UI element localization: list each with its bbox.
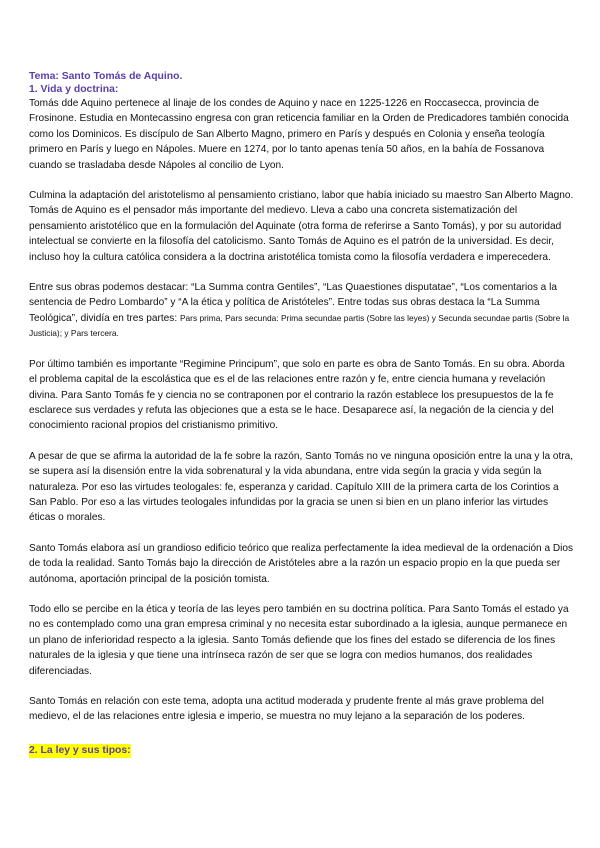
paragraph-faith-reason: Por último también es importante “Regimine Principum”, que solo en parte es obra de Santo Tomás. En su obra. Aborda el problema capital de la escolástica que es el de las relaciones entre razón y fe, entre ciencia humana y revelación divina. Para Santo Tomás fe y ciencia no se contraponen por el contrario la razón establece los presupuestos de la fe esclarece sus verdades y refuta las objeciones que a esta se le hace. Desaparece así, la negación de la ciencia y del conocimiento racional propios del cristianismo primitivo. [29,358,565,432]
section-2-title: 2. La ley y sus tipos: [29,744,131,756]
paragraph-biography: Tomás dde Aquino pertenece al linaje de los condes de Aquino y nace en 1225-1226 en Roccasecca, provincia de Frosinone. Estudia en Montecassino engresa con gran reticencia familiar en la Orden de Predicadores también conocida como los Dominicos. Es discípulo de San Alberto Magno, primero en París y después en Colonia y enseña teología primero en París y luego en Nápoles. Muere en 1274, por lo tanto apenas tenía 50 años, en la bahía de Fossanova cuando se trasladaba desde Nápoles al concilio de Lyon. [29,98,569,171]
paragraph-virtues: A pesar de que se afirma la autoridad de la fe sobre la razón, Santo Tomás no ve ninguna oposición entre la una y la otra, se supera así la disensión entre la vida sobrenatural y la vida abundana, entre vida según la gracia y vida según la naturaleza. Por eso las virtudes teologales: fe, esperanza y caridad. Capítulo XIII de la primera carta de los Corintios a San Pablo. Por eso a las virtudes teologales infundidas por la gracia se unen si bien en un plano inferior las virtudes éticas o morales. [29,450,574,524]
paragraph-church-empire: Santo Tomás en relación con este tema, adopta una actitud moderada y prudente frente al más grave problema del medievo, el de las relaciones entre iglesia e imperio, se muestra no muy lejano a la separación de los poderes. [29,696,544,723]
paragraph-works [29,280,574,342]
works-main-text: Entre sus obras podemos destacar: “La Summa contra Gentiles”, “Las Quaestiones disputatae”, “Los comentarios a la sentencia de Pedro Lombardo” y “A la ética y política de Aristóteles”. Entre todas sus obras destaca la “La Summa Teológica”, dividía en tres partes: [29,282,557,324]
works-parts-text: Pars prima, Pars secunda: Prima secundae partis (Sobre las leyes) y Secunda secundae partis (Sobre la Justicia); y Pars tercera. [29,312,570,339]
paragraph-aristotelianism: Culmina la adaptación del aristotelismo al pensamiento cristiano, labor que había iniciado su maestro San Alberto Magno. Tomás de Aquino es el pensador más importante del medievo. Lleva a cabo una concreta sistematización del pensamiento aristotélico que en la formulación del Aquinate (otra forma de referirse a Santo Tomás), y por su autoridad intelectual se convierte en la filosofía del catolicismo. Santo Tomás de Aquino es el patrón de la universidad. Es decir, incluso hoy la cultura católica considera a la doctrina aristotélica tomista como la filosofía verdadera e imperecedera. [29,190,574,263]
paragraph-theoretical-edifice: Santo Tomás elabora así un grandioso edificio teórico que realiza perfectamente la idea medieval de la ordenación a Dios de toda la realidad. Santo Tomás bajo la dirección de Aristóteles abre a la razón un espacio propio en la que pueda ser autónoma, aportación principal de la posición tomista. [29,542,574,585]
section-1-title: 1. Vida y doctrina: [29,84,119,95]
topic-title: Tema: Santo Tomás de Aquino. [29,71,183,82]
paragraph-politics: Todo ello se percibe en la ética y teoría de las leyes pero también en su doctrina política. Para Santo Tomás el estado ya no es contemplado como una gran empresa criminal y no necesita estar subordinado a la iglesia, aunque permanece en un plano de inferioridad respecto a la iglesia. Santo Tomás defiende que los fines del estado se diferencia de los fines naturales de la iglesia y que tiene una intrínseca razón de ser que se logra con medios humanos, dos realidades diferenciadas. [29,603,569,677]
